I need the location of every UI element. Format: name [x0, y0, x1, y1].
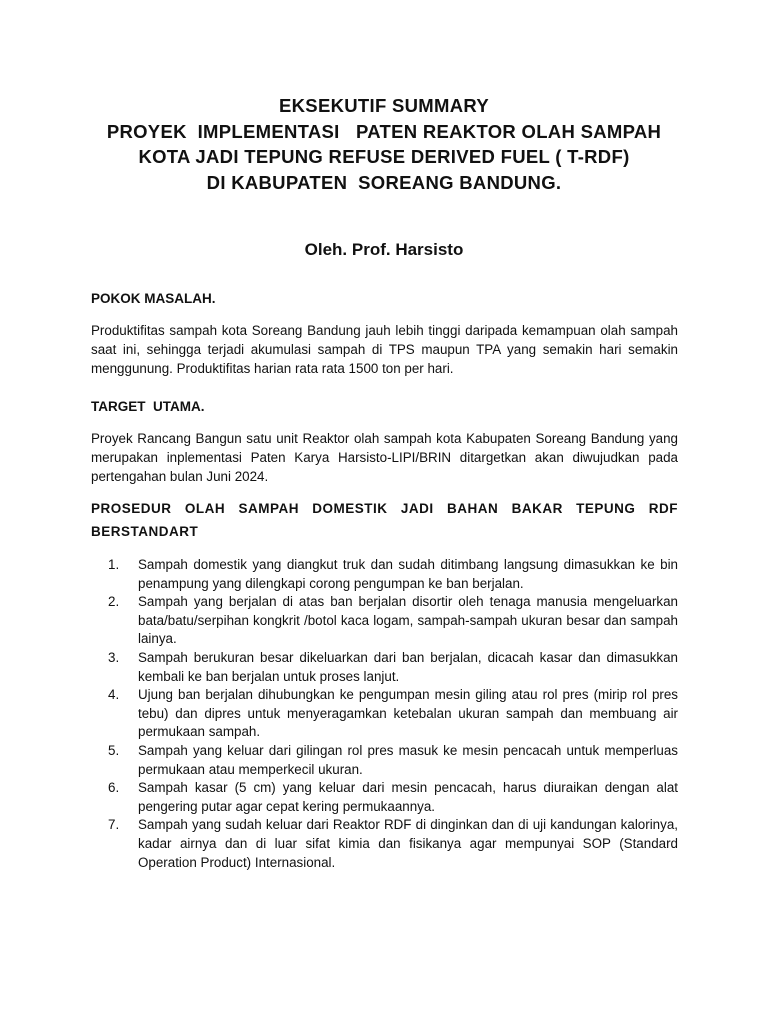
list-item	[108, 779, 678, 816]
heading-prosedur	[91, 498, 678, 543]
paragraph-pokok-masalah: Produktifitas sampah kota Soreang Bandung jauh lebih tinggi daripada kemampuan olah sampah saat ini, sehingga terjadi akumulasi sampah di TPS maupun TPA yang semakin hari semakin menggunung. Produktifitas harian rata rata 1500 ton per hari.	[91, 323, 678, 376]
list-item-text: Sampah domestik yang diangkut truk dan sudah ditimbang langsung dimasukkan ke bin penampung yang dilengkapi corong pengumpan ke ban berjalan.	[138, 557, 678, 591]
list-item	[108, 742, 678, 779]
heading-pokok-masalah: POKOK MASALAH.	[91, 291, 216, 306]
heading-prosedur-line-2: BERSTANDART	[91, 524, 199, 539]
title-line-2: PROYEK IMPLEMENTASI PATEN REAKTOR OLAH SAMPAH	[106, 120, 662, 142]
list-item-number: 6.	[108, 780, 120, 796]
title-line-1: EKSEKUTIF SUMMARY	[279, 95, 489, 116]
list-item-text: Sampah yang keluar dari gilingan rol pres masuk ke mesin pencacah untuk memperluas permukaan atau memperkecil ukuran.	[138, 742, 678, 777]
document-title	[0, 93, 768, 195]
author-line: Oleh. Prof. Harsisto	[304, 240, 464, 259]
list-item-text: Ujung ban berjalan dihubungkan ke pengumpan mesin giling atau rol pres (mirip rol pres tebu) dan dipres untuk menyeragamkan ketebalan ukuran sampah dan membuang air permukaan sampah.	[138, 687, 678, 740]
list-item	[108, 686, 678, 742]
list-item-text: Sampah yang berjalan di atas ban berjalan disortir oleh tenaga manusia mengeluarkan bata/batu/serpihan kongkrit /botol kaca logam, sampah-sampah ukuran besar dan sampah lainya.	[138, 594, 678, 647]
list-item-text: Sampah berukuran besar dikeluarkan dari ban berjalan, dicacah kasar dan dimasukkan kembali ke ban berjalan untuk proses lanjut.	[138, 649, 678, 684]
heading-prosedur-line-1: PROSEDUR OLAH SAMPAH DOMESTIK JADI BAHAN BAKAR TEPUNG RDF	[91, 501, 678, 516]
paragraph-target-utama: Proyek Rancang Bangun satu unit Reaktor olah sampah kota Kabupaten Soreang Bandung yang merupakan inplementasi Paten Karya Harsisto-LIPI/BRIN ditargetkan akan diwujudkan pada pertengahan bulan Juni 2024.	[91, 431, 678, 484]
list-item-number: 5.	[108, 742, 120, 758]
heading-target-utama: TARGET UTAMA.	[91, 399, 205, 414]
title-line-3: KOTA JADI TEPUNG REFUSE DERIVED FUEL ( T-RDF)	[138, 146, 630, 167]
list-item	[108, 593, 678, 649]
list-item-number: 7.	[108, 817, 120, 833]
list-item-number: 2.	[108, 594, 120, 610]
list-item-text: Sampah kasar (5 cm) yang keluar dari mesin pencacah, harus diuraikan dengan alat pengering putar agar cepat kering permukaannya.	[138, 780, 678, 814]
list-item-number: 4.	[108, 687, 120, 703]
list-item	[108, 556, 678, 593]
list-item	[108, 816, 678, 872]
procedure-list	[108, 556, 678, 872]
list-item-number: 1.	[108, 557, 120, 572]
list-item-text: Sampah yang sudah keluar dari Reaktor RDF di dinginkan dan di uji kandungan kalorinya, kadar airnya dan di luar sifat kimia dan fisikanya agar mempunyai SOP (Standard Operation Product) Internasional.	[138, 817, 678, 870]
title-line-4: DI KABUPATEN SOREANG BANDUNG.	[206, 171, 562, 193]
list-item	[108, 649, 678, 686]
list-item-number: 3.	[108, 649, 120, 665]
